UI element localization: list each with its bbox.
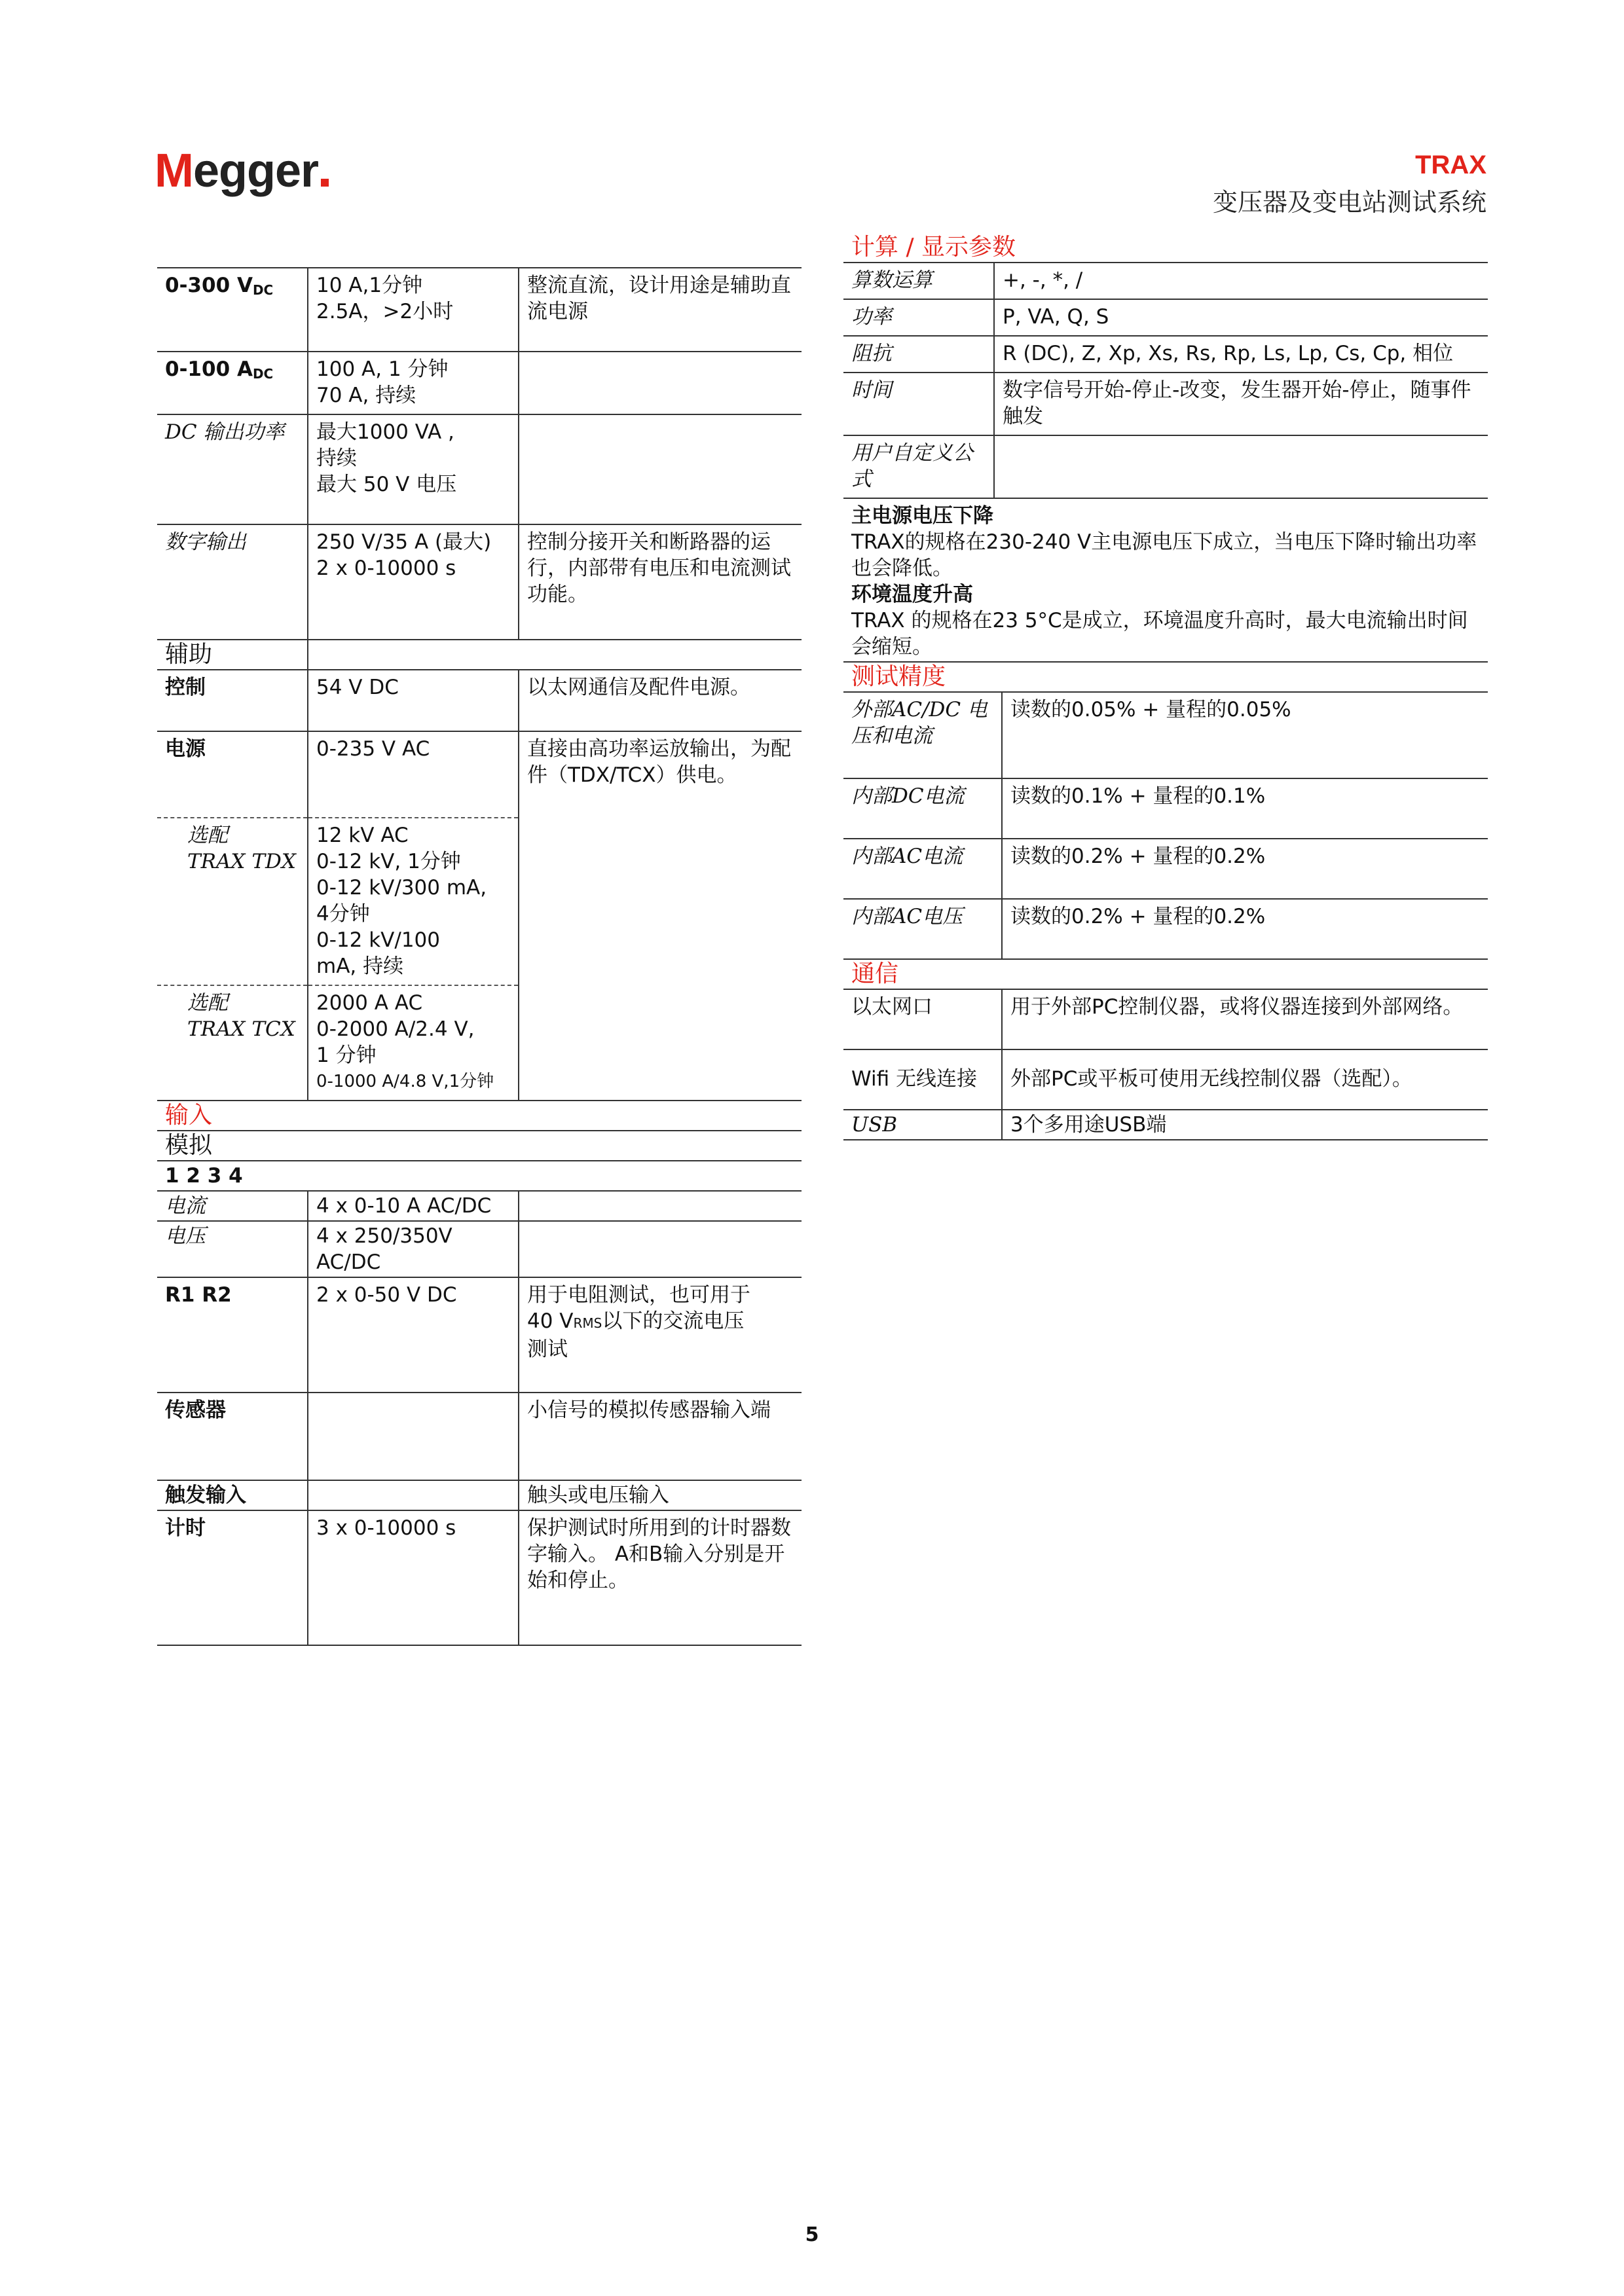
spec-value: 2 x 0-50 V DC [308, 1277, 519, 1393]
table-row [157, 414, 802, 524]
spec-value: 最大1000 VA , 持续 最大 50 V 电压 [308, 414, 519, 524]
comm-label: Wifi 无线连接 [843, 1049, 1002, 1110]
calc-label: 算数运算 [843, 263, 994, 299]
spec-desc: 触头或电压输入 [519, 1480, 802, 1510]
left-spec-column [157, 267, 802, 1646]
calc-value: P, VA, Q, S [994, 299, 1488, 336]
spec-value: 4 x 0-10 A AC/DC [308, 1191, 519, 1221]
accuracy-label: 内部DC电流 [843, 778, 1002, 839]
table-row [157, 1221, 802, 1277]
spec-label: DC 输出功率 [157, 414, 308, 524]
mains-heading: 主电源电压下降 [851, 504, 993, 528]
table-row [157, 731, 802, 818]
accuracy-value: 读数的0.05% + 量程的0.05% [1002, 692, 1488, 778]
table-row [157, 640, 802, 670]
accuracy-value: 读数的0.2% + 量程的0.2% [1002, 839, 1488, 899]
accuracy-value: 读数的0.2% + 量程的0.2% [1002, 899, 1488, 959]
comm-value: 外部PC或平板可使用无线控制仪器（选配）。 [1002, 1049, 1488, 1110]
calc-value: 数字信号开始-停止-改变，发生器开始-停止，随事件触发 [994, 373, 1488, 435]
section-heading-comm: 通信 [843, 959, 1488, 989]
comm-label: 以太网口 [843, 989, 1002, 1049]
table-row [843, 435, 1488, 498]
table-row [843, 498, 1488, 661]
spec-value: 100 A, 1 分钟 70 A, 持续 [308, 352, 519, 414]
table-row [157, 1480, 802, 1510]
spec-label: 控制 [157, 670, 308, 731]
table-row [157, 1131, 802, 1161]
table-row [843, 839, 1488, 899]
section-heading-aux: 辅助 [157, 640, 308, 670]
accuracy-value: 读数的0.1% + 量程的0.1% [1002, 778, 1488, 839]
table-row [157, 1161, 802, 1191]
table-row [843, 299, 1488, 336]
table-row [843, 263, 1488, 299]
spec-value: 2000 A AC 0-2000 A/2.4 V, 1 分钟 0-1000 A/4.8 V,1分钟 [308, 985, 519, 1101]
table-row [843, 899, 1488, 959]
accuracy-table [843, 661, 1488, 1140]
mains-text: TRAX的规格在230-240 V主电源电压下成立，当电压下降时输出功率也会降低。 [851, 530, 1477, 580]
spec-desc: 整流直流，设计用途是辅助直流电源 [519, 268, 802, 352]
ambient-text: TRAX 的规格在23 5°C是成立，环境温度升高时，最大电流输出时间会缩短。 [851, 609, 1468, 659]
table-row [157, 1510, 802, 1645]
comm-value: 3个多用途USB端 [1002, 1110, 1488, 1140]
section-heading-input: 输入 [157, 1101, 802, 1131]
product-subtitle: 变压器及变电站测试系统 [1212, 188, 1486, 217]
table-row [843, 692, 1488, 778]
table-row [157, 268, 802, 352]
calc-value: +, -, *, / [994, 263, 1488, 299]
spec-label: 选配 TRAX TDX [157, 818, 308, 985]
table-row [843, 373, 1488, 435]
left-spec-table [157, 267, 802, 1646]
spec-value: 10 A,1分钟 2.5A，>2小时 [308, 268, 519, 352]
spec-desc: 用于电阻测试，也可用于 40 VRMS以下的交流电压 测试 [519, 1277, 802, 1393]
table-row [157, 1277, 802, 1393]
spec-label: 触发输入 [157, 1480, 308, 1510]
spec-label: R1 R2 [157, 1277, 308, 1393]
comm-value: 用于外部PC控制仪器，或将仪器连接到外部网络。 [1002, 989, 1488, 1049]
table-row [843, 1049, 1488, 1110]
table-row [157, 1101, 802, 1131]
spec-label: 传感器 [157, 1393, 308, 1480]
spec-label: 选配 TRAX TCX [187, 991, 295, 1041]
spec-desc: 小信号的模拟传感器输入端 [519, 1393, 802, 1480]
table-row [843, 989, 1488, 1049]
spec-desc: 以太网通信及配件电源。 [519, 670, 802, 731]
section-heading-calc: 计算 / 显示参数 [843, 233, 1488, 263]
table-row [157, 670, 802, 731]
spec-label: 电源 [157, 731, 308, 818]
calc-label: 时间 [843, 373, 994, 435]
table-row [843, 662, 1488, 692]
table-row [157, 352, 802, 414]
spec-label: 计时 [157, 1510, 308, 1645]
calc-value [994, 435, 1488, 498]
spec-value: 54 V DC [308, 670, 519, 731]
calc-table [843, 233, 1488, 661]
spec-label: 电压 [157, 1221, 308, 1277]
spec-value: 3 x 0-10000 s [308, 1510, 519, 1645]
spec-label: 0-300 $V_{DC}$ [157, 268, 308, 352]
channels-label: 1 2 3 4 [157, 1161, 802, 1191]
table-row [843, 959, 1488, 989]
table-row [843, 1110, 1488, 1140]
product-title: TRAX [1415, 151, 1486, 179]
table-row [157, 524, 802, 640]
calc-label: 阻抗 [843, 336, 994, 373]
calc-label: 用户自定义公式 [843, 435, 994, 498]
accuracy-label: 内部AC电流 [843, 839, 1002, 899]
spec-desc: 直接由高功率运放输出，为配件（TDX/TCX）供电。 [519, 731, 802, 1101]
spec-desc: 控制分接开关和断路器的运行，内部带有电压和电流测试功能。 [519, 524, 802, 640]
spec-desc [519, 414, 802, 524]
page-number: 5 [805, 2223, 819, 2246]
section-heading-accuracy: 测试精度 [843, 662, 1488, 692]
spec-value: 250 V/35 A (最大) 2 x 0-10000 s [308, 524, 519, 640]
comm-label: USB [843, 1110, 1002, 1140]
right-spec-column [843, 233, 1488, 1140]
table-row [843, 778, 1488, 839]
spec-desc [519, 352, 802, 414]
table-row [157, 1191, 802, 1221]
spec-label: 数字输出 [157, 524, 308, 640]
table-row [843, 336, 1488, 373]
spec-value: 4 x 250/350V AC/DC [308, 1221, 519, 1277]
spec-value: 12 kV AC 0-12 kV, 1分钟 0-12 kV/300 mA, 4分钟 0-12 kV/100 mA, 持续 [308, 818, 519, 985]
spec-desc: 保护测试时所用到的计时器数字输入。 A和B输入分别是开始和停止。 [519, 1510, 802, 1645]
spec-label: 电流 [157, 1191, 308, 1221]
table-row [157, 1393, 802, 1480]
subsection-analog: 模拟 [157, 1131, 802, 1161]
spec-value: 0-235 V AC [308, 731, 519, 818]
spec-label: 0-100 $A_{DC}$ [157, 352, 308, 414]
accuracy-label: 内部AC电压 [843, 899, 1002, 959]
calc-value: R (DC), Z, Xp, Xs, Rs, Rp, Ls, Lp, Cs, Cp, 相位 [994, 336, 1488, 373]
megger-logo: Megger [155, 144, 329, 198]
ambient-heading: 环境温度升高 [851, 583, 973, 606]
table-row [843, 233, 1488, 263]
calc-label: 功率 [843, 299, 994, 336]
accuracy-label: 外部AC/DC 电压和电流 [843, 692, 1002, 778]
